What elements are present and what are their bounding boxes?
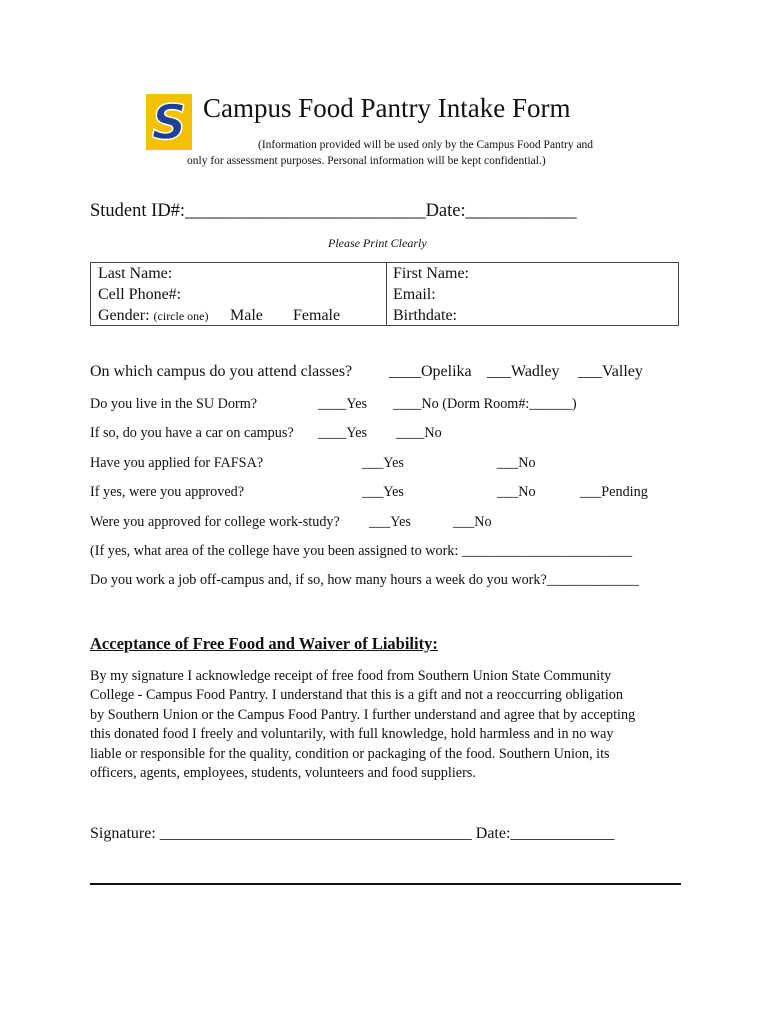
email-field[interactable]: Email: <box>393 286 436 303</box>
school-logo <box>146 94 192 150</box>
waiver-line: By my signature I acknowledge receipt of free food from Southern Union State Community <box>90 668 612 684</box>
waiver-line: officers, agents, employees, students, volunteers and food suppliers. <box>90 765 476 782</box>
campus-option-valley[interactable]: ___Valley <box>578 363 643 380</box>
approved-pending-option[interactable]: ___Pending <box>580 484 648 500</box>
car-question: If so, do you have a car on campus? <box>90 425 294 441</box>
waiver-line: by Southern Union or the Campus Food Pantry. I further understand and agree that by accepting <box>90 706 636 723</box>
gender-field[interactable] <box>98 307 209 325</box>
confidential-note-line2: only for assessment purposes. Personal information will be kept confidential.) <box>187 155 546 167</box>
personal-info-table <box>90 262 679 326</box>
student-id-date-line[interactable]: Student ID#:__________________________Date:____________ <box>90 201 577 221</box>
waiver-line: liable or responsible for the quality, condition or packaging of the food. Southern Union, its <box>90 745 610 762</box>
bottom-rule <box>90 883 681 885</box>
offcampus-job-question[interactable]: Do you work a job off-campus and, if so, how many hours a week do you work?_____________ <box>90 572 640 588</box>
workstudy-yes-option[interactable]: ___Yes <box>369 514 411 530</box>
fafsa-no-option[interactable]: ___No <box>497 455 536 471</box>
first-name-field[interactable]: First Name: <box>393 265 469 282</box>
fafsa-question: Have you applied for FAFSA? <box>90 455 264 471</box>
waiver-line: College - Campus Food Pantry. I understand that this is a gift and not a reoccurring obligation <box>90 687 623 704</box>
workstudy-question: Were you approved for college work-study? <box>90 514 340 530</box>
dorm-yes-option[interactable]: ____Yes <box>318 396 368 412</box>
car-yes-option[interactable]: ____Yes <box>318 425 368 441</box>
last-name-field[interactable]: Last Name: <box>98 265 173 282</box>
gender-option-male[interactable]: Male <box>230 307 263 324</box>
waiver-line: this donated food I freely and voluntarily, with full knowledge, hold harmless and in no way <box>90 726 614 743</box>
campus-option-opelika[interactable]: ____Opelika <box>389 363 472 380</box>
logo-letter: S <box>151 95 187 150</box>
cell-phone-field[interactable]: Cell Phone#: <box>98 286 182 303</box>
workstudy-no-option[interactable]: ___No <box>453 514 492 530</box>
signature-date-line[interactable]: Signature: _______________________________________ Date:_____________ <box>90 825 615 842</box>
dorm-question: Do you live in the SU Dorm? <box>90 396 258 412</box>
gender-option-female[interactable]: Female <box>293 307 341 324</box>
approved-no-option[interactable]: ___No <box>497 484 536 500</box>
dorm-no-option[interactable]: ____No (Dorm Room#:______) <box>393 396 577 412</box>
birthdate-field[interactable]: Birthdate: <box>393 307 457 324</box>
gender-label: Gender: <box>98 307 150 324</box>
approved-question: If yes, were you approved? <box>90 484 245 500</box>
car-no-option[interactable]: ____No <box>396 425 442 441</box>
work-area-question[interactable]: (If yes, what area of the college have you been assigned to work: ________________________ <box>90 543 633 559</box>
campus-option-wadley[interactable]: ___Wadley <box>487 363 560 380</box>
gender-hint: (circle one) <box>153 309 209 323</box>
page-title: Campus Food Pantry Intake Form <box>203 93 571 123</box>
campus-question: On which campus do you attend classes? <box>90 363 353 380</box>
waiver-heading: Acceptance of Free Food and Waiver of Liability: <box>90 634 438 653</box>
waiver-paragraph <box>90 667 690 783</box>
approved-yes-option[interactable]: ___Yes <box>362 484 404 500</box>
fafsa-yes-option[interactable]: ___Yes <box>362 455 404 471</box>
table-divider <box>386 263 387 325</box>
print-clearly-note: Please Print Clearly <box>328 236 427 250</box>
confidential-note-line1: (Information provided will be used only by the Campus Food Pantry and <box>258 139 594 151</box>
